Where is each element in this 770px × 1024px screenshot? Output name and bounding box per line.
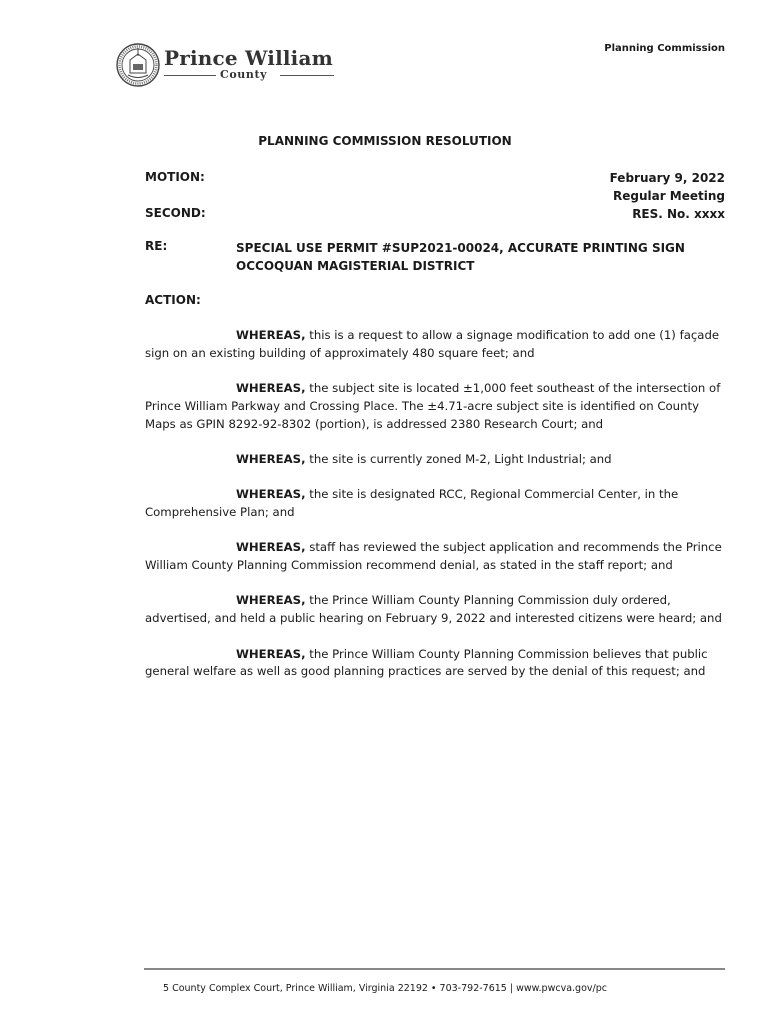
whereas-lead: WHEREAS,: [236, 593, 306, 608]
whereas-paragraph: [145, 486, 725, 521]
logo-wordmark: Prince William: [164, 46, 334, 70]
whereas-lead: WHEREAS,: [236, 381, 306, 396]
whereas-paragraph: [145, 327, 725, 362]
whereas-text: the Prince William County Planning Commission believes that public general welfare as well as good planning practices are served by the denial of this request; and: [145, 646, 708, 679]
meeting-date: February 9, 2022: [609, 171, 725, 185]
logo-county-text: County: [220, 68, 268, 81]
whereas-paragraph: [145, 451, 725, 469]
logo-county-row: [164, 68, 334, 82]
whereas-text: the site is currently zoned M-2, Light Industrial; and: [305, 451, 612, 466]
re-label: RE:: [145, 239, 168, 253]
whereas-text: the subject site is located ±1,000 feet southeast of the intersection of Prince William Parkway and Crossing Place. The ±4.71-acre subject site is identified on County Maps as GPIN 8292-92-8302 (portion), is addressed 2380 Research Court; and: [145, 381, 721, 431]
motion-label: MOTION:: [145, 170, 205, 184]
document-title: PLANNING COMMISSION RESOLUTION: [258, 134, 512, 148]
whereas-paragraph: [145, 592, 725, 627]
re-line-1: SPECIAL USE PERMIT #SUP2021-00024, ACCURATE PRINTING SIGN: [236, 241, 685, 255]
whereas-lead: WHEREAS,: [236, 328, 306, 342]
whereas-paragraph: [145, 380, 725, 433]
second-label: SECOND:: [145, 206, 206, 220]
footer-divider: [144, 968, 725, 970]
department-name: Planning Commission: [604, 43, 725, 54]
meeting-type: Regular Meeting: [612, 189, 725, 203]
whereas-lead: WHEREAS,: [236, 487, 306, 502]
county-seal-icon: [116, 40, 160, 90]
whereas-text: staff has reviewed the subject application and recommends the Prince William County Planning Commission recommend denial, as stated in the staff report; and: [145, 540, 722, 573]
whereas-text: the site is designated RCC, Regional Commercial Center, in the Comprehensive Plan; and: [145, 487, 679, 519]
footer-address: 5 County Complex Court, Prince William, Virginia 22192 • 703-792-7615 | www.pwcva.gov/pc: [163, 983, 607, 994]
whereas-lead: WHEREAS,: [236, 646, 306, 661]
meeting-info: [610, 169, 725, 223]
logo-divider-left: [164, 75, 216, 76]
whereas-lead: WHEREAS,: [236, 451, 306, 466]
resolution-body: [145, 327, 725, 699]
re-line-2: OCCOQUAN MAGISTERIAL DISTRICT: [236, 259, 475, 273]
whereas-text: the Prince William County Planning Commission duly ordered, advertised, and held a public hearing on February 9, 2022 and interested citizens were heard; and: [145, 593, 722, 626]
resolution-number: RES. No. xxxx: [632, 207, 725, 221]
action-label: ACTION:: [145, 293, 201, 307]
whereas-paragraph: [145, 539, 725, 574]
whereas-paragraph: [145, 646, 725, 681]
whereas-lead: WHEREAS,: [236, 540, 306, 555]
re-subject: [236, 239, 685, 275]
logo-divider-right: [280, 75, 334, 76]
whereas-text: this is a request to allow a signage modification to add one (1) façade sign on an existing building of approximately 480 square feet; and: [145, 328, 720, 360]
